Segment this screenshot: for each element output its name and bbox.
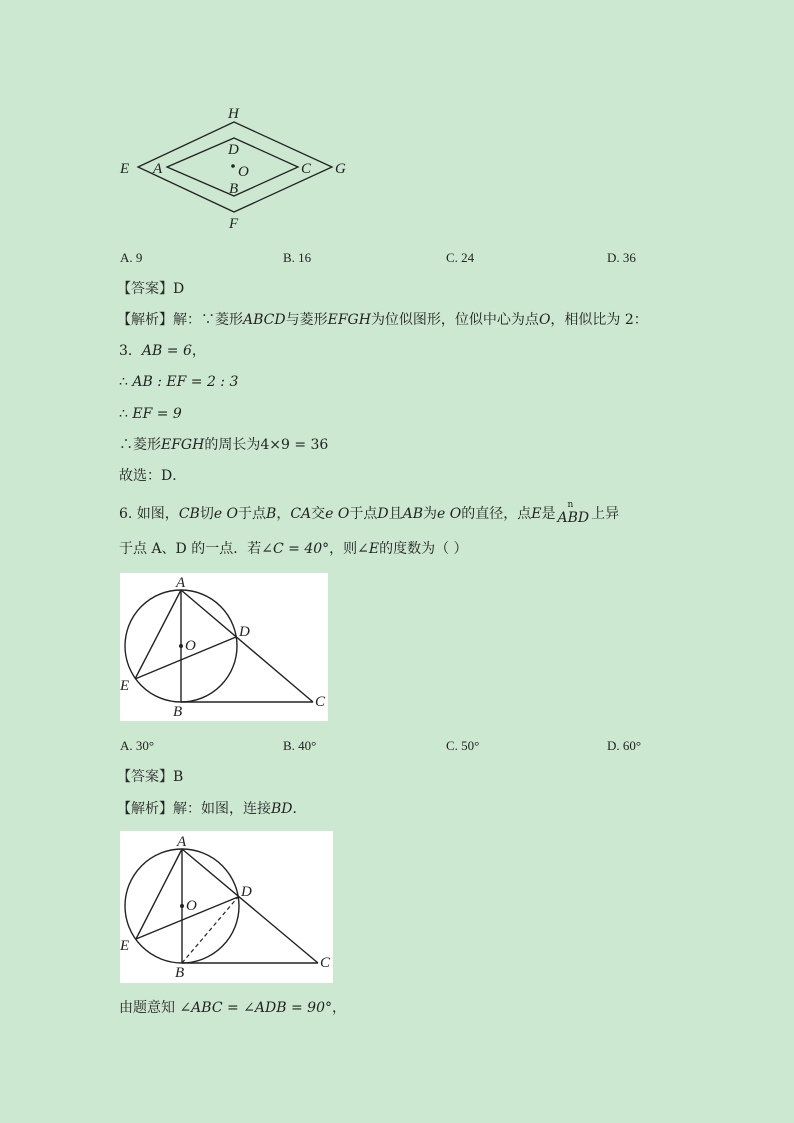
text: ，: [276, 506, 291, 522]
text: 解：如图，连接: [173, 801, 271, 817]
math: e O: [213, 506, 239, 522]
label-b: B: [173, 704, 183, 720]
math: ABCD: [243, 312, 286, 328]
line-ac: [182, 849, 318, 963]
math: 4×9 = 36: [260, 437, 329, 453]
q5-analysis-line4: [119, 405, 182, 423]
text: 且: [388, 506, 403, 522]
answer-tag: 【答案】: [117, 281, 173, 297]
line-ac: [181, 590, 313, 702]
math: EF = 9: [132, 406, 182, 422]
q6-final-line: [119, 999, 346, 1017]
arc-mark: n: [567, 500, 574, 510]
q5-analysis-line3: [119, 373, 238, 391]
q5-option-b: B. 16: [283, 250, 312, 265]
label-f: F: [229, 216, 239, 232]
label-d: D: [239, 624, 250, 640]
text: ∴: [119, 374, 133, 390]
label-a: A: [176, 575, 186, 591]
math: ABD: [557, 510, 590, 526]
text: 6. 如图，: [119, 506, 179, 522]
line-ae: [135, 590, 181, 679]
text: 的直径，点: [461, 506, 532, 522]
label-d: D: [228, 142, 239, 158]
q5-option-d: D. 36: [607, 250, 636, 265]
text: 3．: [119, 343, 142, 359]
text: 的周长为: [204, 437, 261, 453]
q6-question-line2: [119, 540, 468, 558]
math: AB = 6: [141, 343, 192, 359]
rhombus-figure: [110, 100, 370, 235]
text: 交: [311, 506, 326, 522]
label-o: O: [186, 898, 197, 914]
answer-value: B: [173, 769, 184, 785]
math: EFGH: [327, 312, 371, 328]
circle-figure-1: [120, 573, 328, 721]
q5-option-a: A. 9: [120, 250, 143, 265]
label-c: C: [320, 955, 331, 971]
math: D: [377, 506, 389, 522]
label-a: A: [177, 834, 187, 850]
q6-option-a: A. 30°: [120, 738, 155, 753]
q5-answer: [117, 280, 184, 298]
text: 解：∵菱形: [173, 312, 243, 328]
center-point: [179, 644, 183, 648]
math: AB: [402, 506, 424, 522]
math: e O: [325, 506, 350, 522]
math: BD: [271, 801, 293, 817]
label-b: B: [229, 181, 239, 197]
arc-abd: [557, 500, 590, 526]
label-o: O: [238, 164, 249, 180]
q5-analysis-line2: [119, 342, 206, 360]
label-e: E: [120, 678, 130, 694]
q5-option-c: C. 24: [446, 250, 475, 265]
answer-tag: 【答案】: [117, 769, 173, 785]
text: ，则: [329, 541, 358, 557]
text: ，相似比为 2：: [550, 312, 648, 328]
q6-answer: [117, 768, 183, 786]
center-point: [180, 904, 184, 908]
q6-analysis-line1: [117, 800, 307, 818]
text: 由题意知: [119, 1000, 180, 1016]
analysis-tag: 【解析】: [117, 801, 173, 817]
text: 上异: [591, 506, 620, 522]
text: 的度数为（ ）: [379, 541, 468, 557]
math: ∠ABC = ∠ADB = 90°: [179, 1000, 332, 1016]
label-d: D: [241, 884, 252, 900]
q5-analysis-line1: [117, 311, 648, 329]
text: ．: [292, 801, 307, 817]
math: ∠E: [357, 541, 380, 557]
q6-option-d: D. 60°: [607, 738, 642, 753]
math: AB : EF = 2 : 3: [132, 374, 239, 390]
circle-figure-2: [120, 831, 333, 983]
answer-value: D: [173, 281, 185, 297]
math: EFGH: [161, 437, 205, 453]
math: O: [538, 312, 551, 328]
label-o: O: [185, 638, 196, 654]
analysis-tag: 【解析】: [117, 312, 173, 328]
math: CA: [290, 506, 312, 522]
text: 为位似图形，位似中心为点: [370, 312, 539, 328]
center-point: [231, 164, 235, 168]
text: ，: [191, 343, 206, 359]
text: 是: [541, 506, 556, 522]
text: ∴菱形: [119, 437, 161, 453]
label-e: E: [120, 938, 130, 954]
q6-question-line1: [119, 500, 620, 526]
math: B: [266, 506, 277, 522]
label-e: E: [120, 161, 130, 177]
q6-option-c: C. 50°: [446, 738, 480, 753]
q5-analysis-line6: 故选：D．: [119, 468, 187, 484]
math: ∠C = 40°: [261, 541, 330, 557]
math: CB: [178, 506, 200, 522]
text: 切: [199, 506, 214, 522]
math: E: [531, 506, 542, 522]
q5-analysis-line5: [119, 436, 328, 454]
label-g: G: [335, 161, 346, 177]
math: e O: [437, 506, 462, 522]
text: 与菱形: [285, 312, 328, 328]
line-ae: [136, 849, 182, 939]
label-b: B: [175, 965, 185, 981]
text: 于点 A、D 的一点．若: [119, 541, 262, 557]
label-c: C: [301, 161, 312, 177]
text: ∴: [119, 406, 133, 422]
label-h: H: [228, 106, 239, 122]
text: ，: [331, 1000, 346, 1016]
text: 为: [423, 506, 438, 522]
text: 于点: [349, 506, 378, 522]
label-c: C: [315, 694, 326, 710]
q6-option-b: B. 40°: [283, 738, 317, 753]
label-a: A: [153, 161, 163, 177]
text: 于点: [238, 506, 267, 522]
